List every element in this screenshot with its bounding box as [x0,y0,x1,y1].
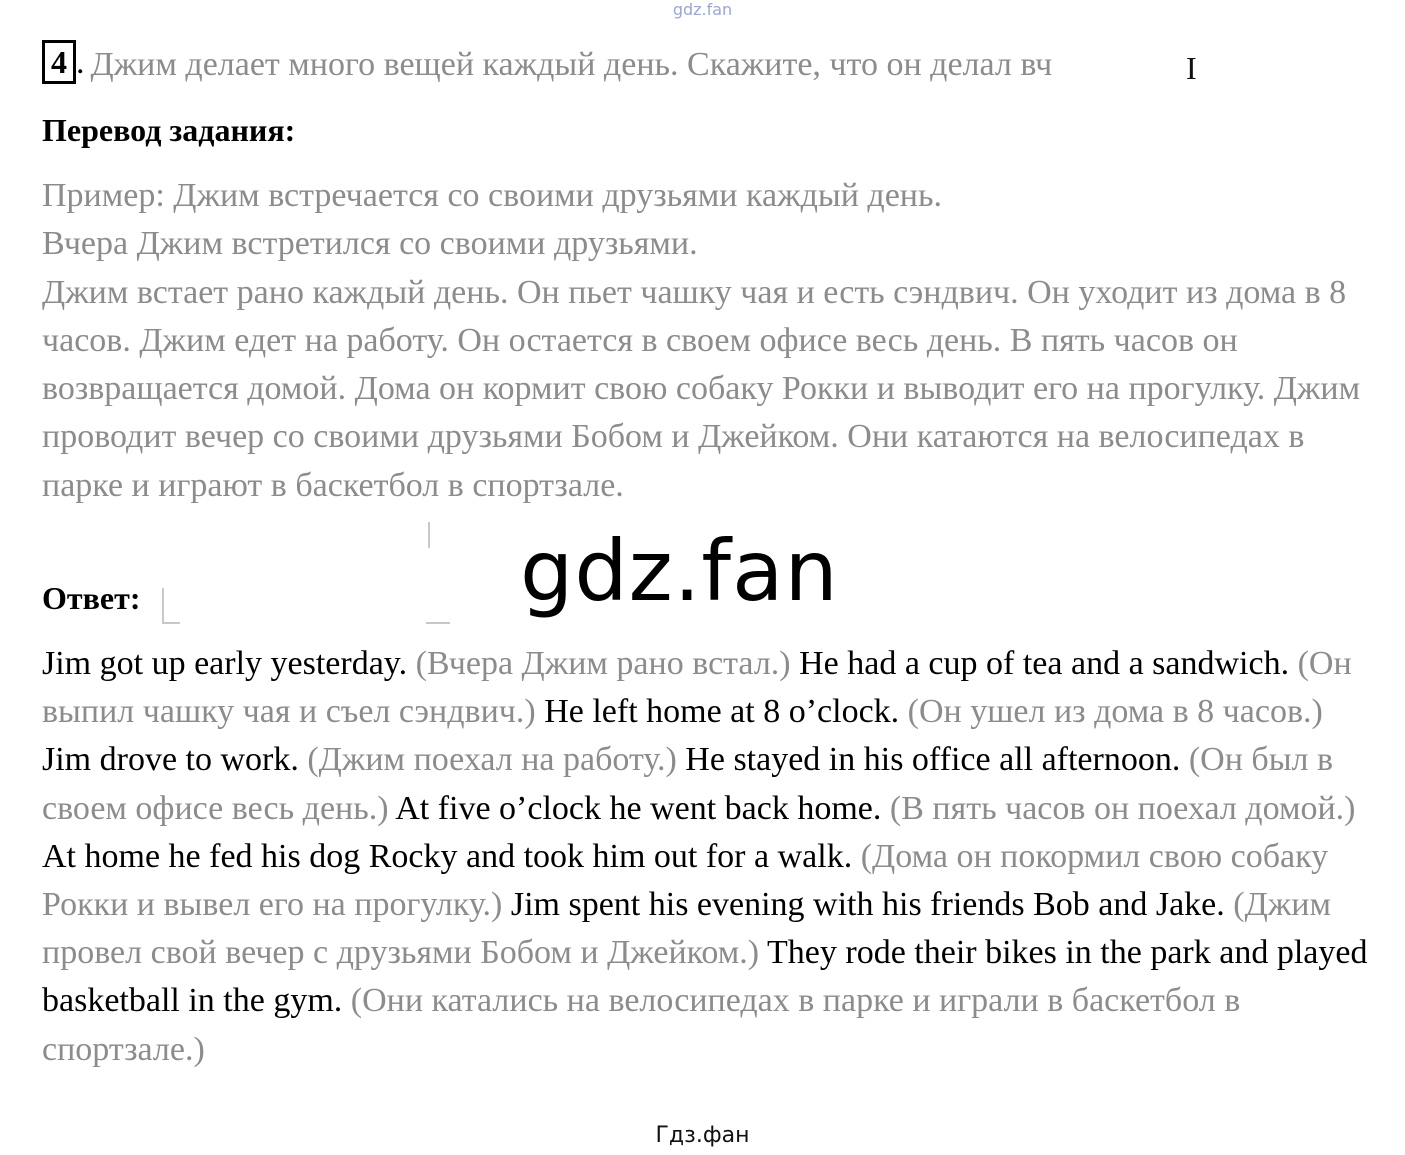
answer-sentence-ru: (Джим провел свой вечер с друзьями Бобом и Джейком.) [42,886,1331,972]
answer-sentence-en: He stayed in his office all afternoon. [685,741,1181,779]
bottom-watermark: Гдз.фан [655,1123,750,1148]
answer-sentence-ru: (Он ушел из дома в 8 часов.) [907,693,1323,731]
task-text: Джим делает много вещей каждый день. Скажите, что он делал вч [90,46,1053,83]
center-watermark: gdz.fan [520,522,839,620]
answer-sentence-en: At five o’clock he went back home. [395,789,882,827]
answer-sentence-ru: (Он выпил чашку чая и съел сэндвич.) [42,645,1352,731]
text-cursor-icon: I [1186,50,1197,86]
top-watermark: gdz.fan [672,0,733,19]
answer-sentence-en: He had a cup of tea and a sandwich. [799,645,1290,682]
scan-artifact [428,522,430,548]
translation-line: Пример: Джим встречается со своими друзьями каждый день. [42,177,943,214]
translation-line: Вчера Джим встретился со своими друзьями. [42,225,698,263]
answer-sentence-ru: (Они катались на велосипедах в парке и играли в баскетбол в спортзале.) [42,982,1241,1068]
scan-artifact [426,622,450,624]
answer-sentence-en: He left home at 8 o’clock. [544,693,900,731]
translation-heading: Перевод задания: [42,112,296,148]
answer-text [42,640,1372,1074]
task-number-dot: . [76,44,85,81]
answer-sentence-ru: (Джим поехал на работу.) [307,741,677,779]
answer-sentence-en: Jim got up early yesterday. [42,645,408,682]
answer-sentence-ru: (Дома он покормил свою собаку Рокки и вывел его на прогулку.) [42,837,1329,924]
task-number-box: 4 [42,40,76,84]
answer-sentence-en: Jim spent his evening with his friends Bob and Jake. [510,886,1225,924]
scan-artifact [162,622,180,624]
answer-paragraph [42,640,1372,1074]
answer-sentence-en: At home he fed his dog Rocky and took him out for a walk. [42,837,853,875]
answer-sentence-en: Jim drove to work. [42,741,299,779]
answer-sentence-ru: (Он был в своем офисе весь день.) [42,741,1334,827]
answer-heading: Ответ: [42,580,141,616]
scan-artifact [162,588,164,624]
answer-sentence-ru: (Вчера Джим рано встал.) [415,645,791,682]
answer-sentence-ru: (В пять часов он поехал домой.) [889,789,1356,827]
answer-sentence-en: They rode their bikes in the park and played basketball in the gym. [42,934,1368,1020]
translation-text [42,172,1372,510]
translation-line: Джим встает рано каждый день. Он пьет чашку чая и есть сэндвич. Он уходит из дома в 8 часов. Джим едет на работу. Он остается в своем офисе весь день. В пять часов он возвращается домой. Дома он кормит свою собаку Рокки и выводит его на прогулку. Джим проводит вечер со своими друзьями Бобом и Джейком. Они катаются на велосипедах в парке и играют в баскетбол в спортзале. [42,273,1361,504]
task-line [42,40,1382,88]
